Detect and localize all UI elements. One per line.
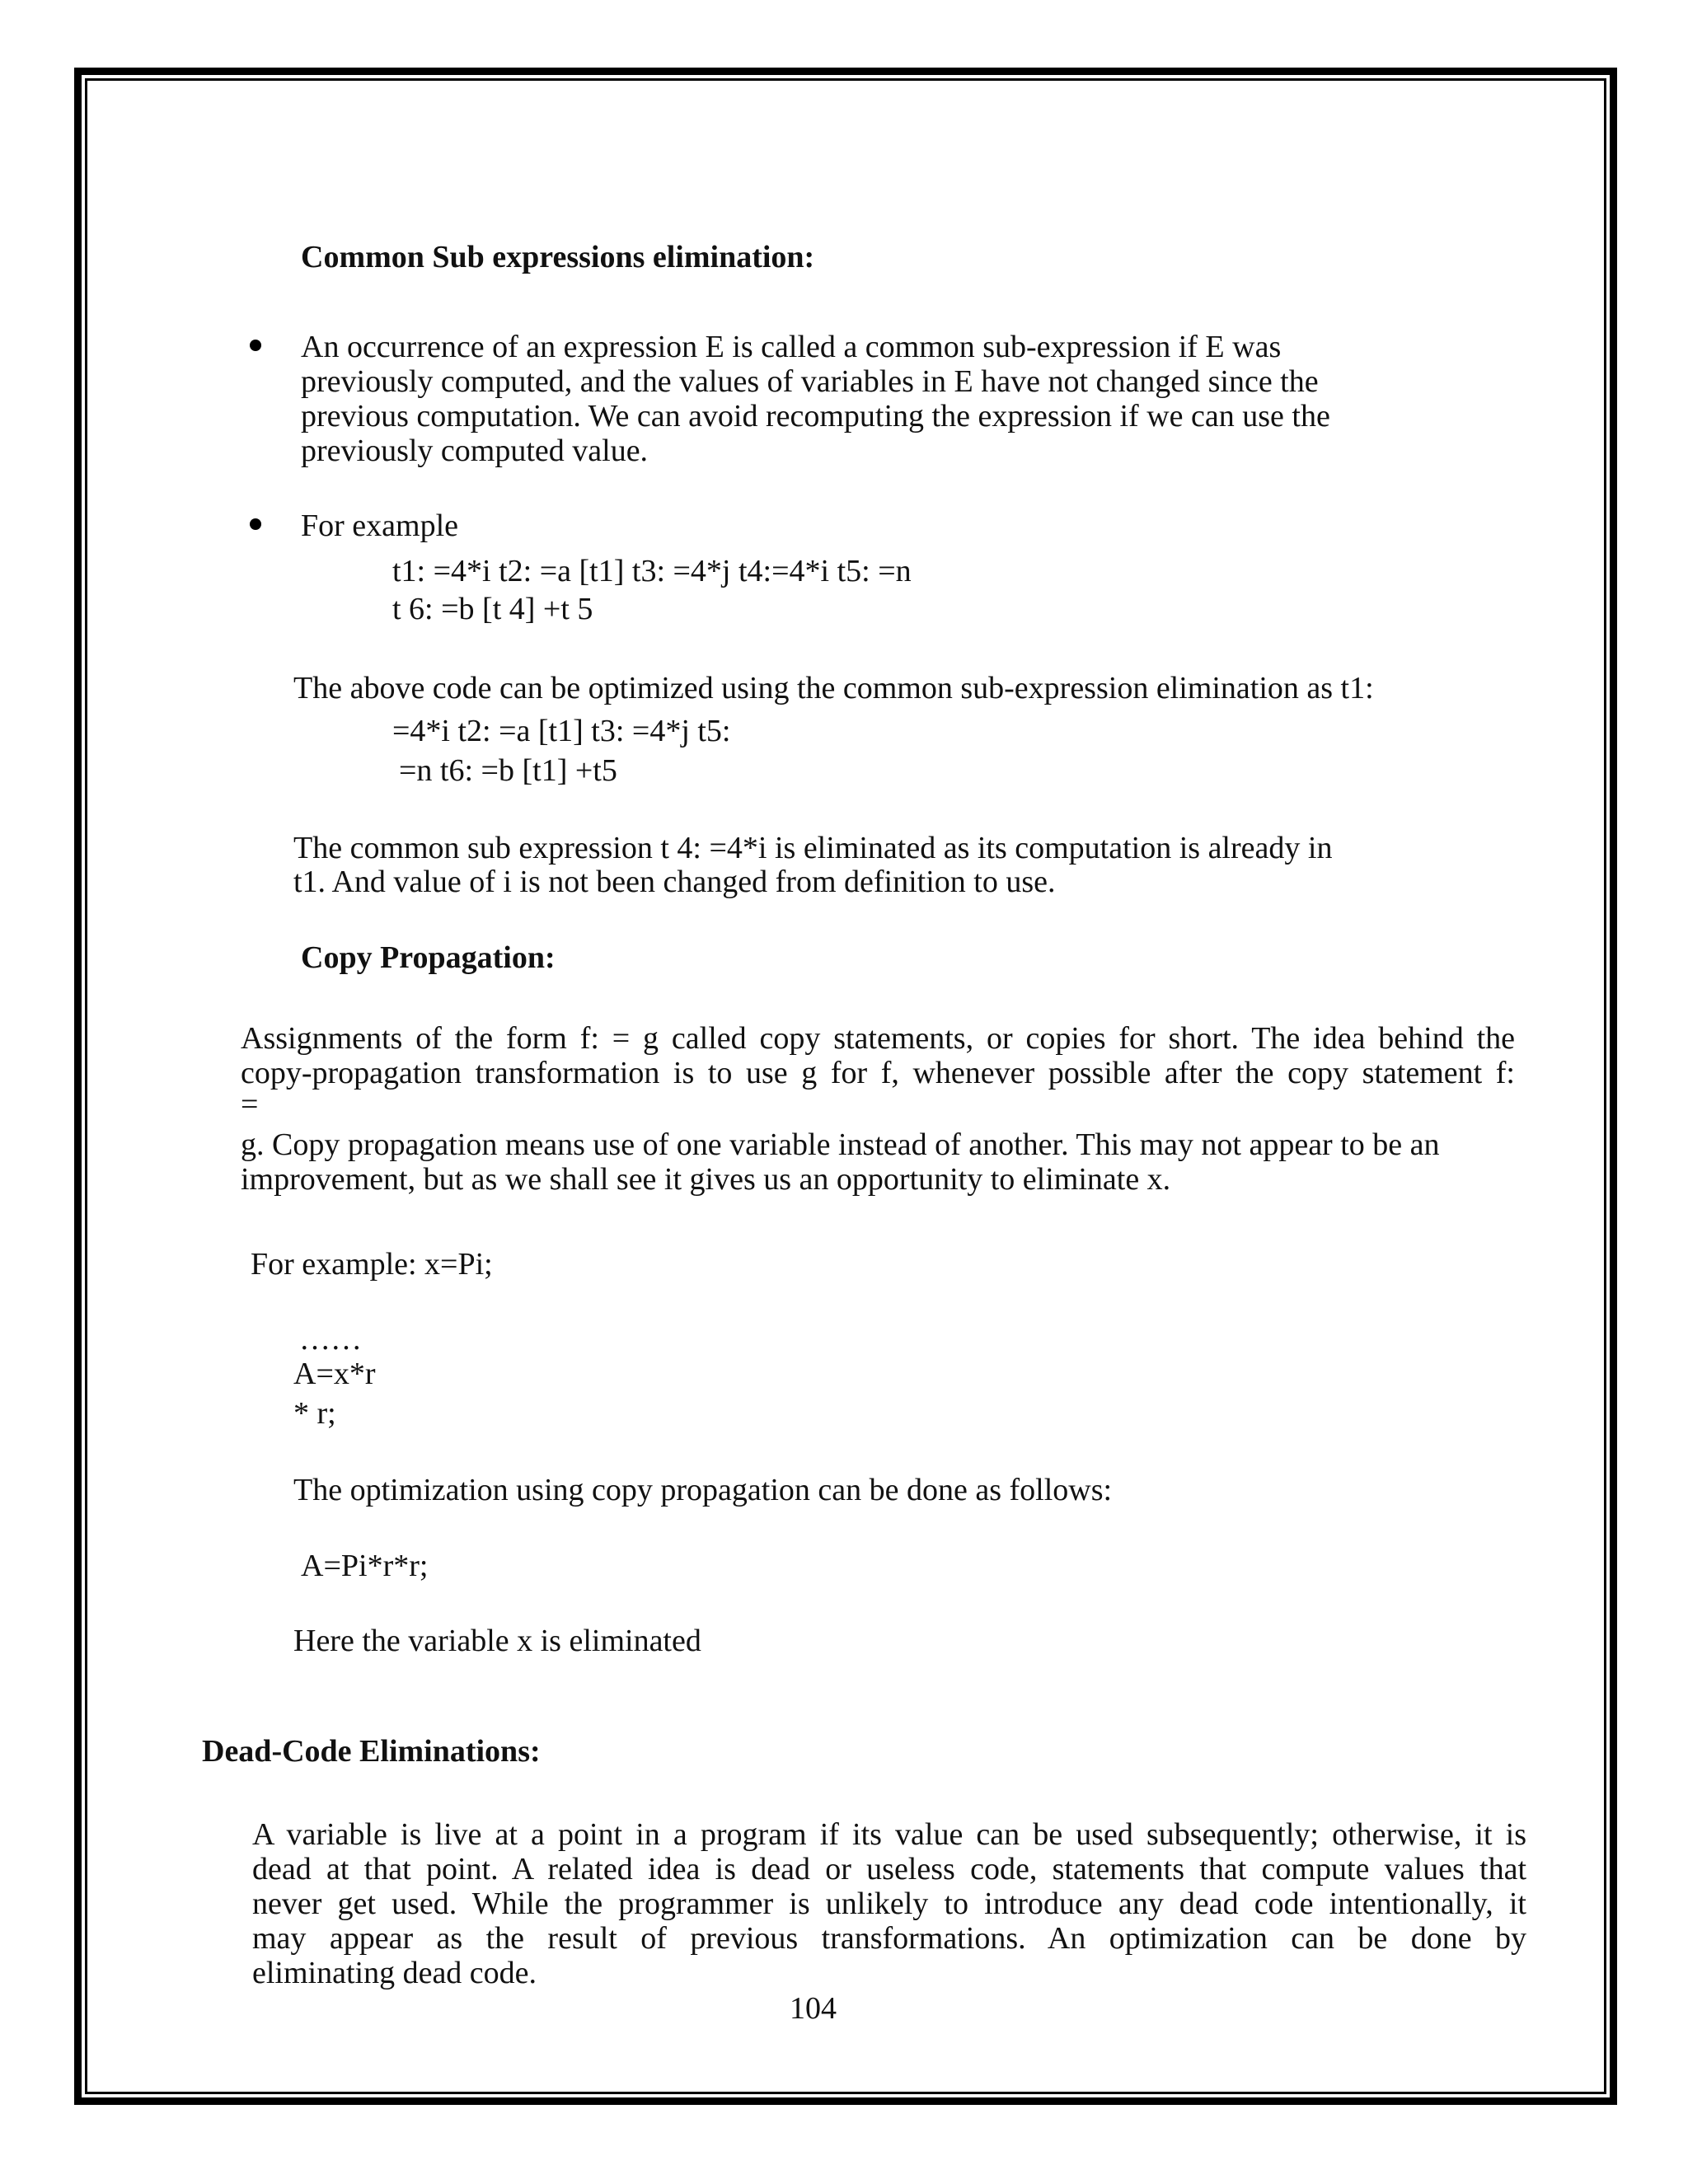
paragraph-line: dead at that point. A related idea is dead or useless code, statements that compute values that <box>252 1852 1526 1886</box>
paragraph-line: eliminating dead code. <box>252 1956 537 1990</box>
section-heading-copy-propagation: Copy Propagation: <box>301 940 556 975</box>
page-number: 104 <box>790 1991 837 2026</box>
paragraph-line: improvement, but as we shall see it gives us an opportunity to eliminate x. <box>241 1162 1171 1197</box>
code-line: t1: =4*i t2: =a [t1] t3: =4*j t4:=4*i t5: =n <box>392 554 912 588</box>
paragraph-line: = <box>241 1087 259 1122</box>
optimized-code-line: =n t6: =b [t1] +t5 <box>399 753 617 788</box>
bullet1-line: An occurrence of an expression E is called a common sub-expression if E was <box>301 330 1282 364</box>
paragraph-line: never get used. While the programmer is unlikely to introduce any dead code intentionally, it <box>252 1886 1526 1921</box>
paragraph-line: A variable is live at a point in a program if its value can be used subsequently; otherwise, it is <box>252 1817 1526 1852</box>
bullet2-label: For example <box>301 509 459 543</box>
optimized-intro: The above code can be optimized using the common sub-expression elimination as t1: <box>293 671 1374 705</box>
example-label: For example: x=Pi; <box>251 1247 493 1282</box>
code-line: t 6: =b [t 4] +t 5 <box>392 592 593 626</box>
example-code-line: A=x*r <box>293 1357 376 1391</box>
bullet-dot <box>250 340 261 351</box>
paragraph-line: may appear as the result of previous transformations. An optimization can be done by <box>252 1921 1526 1956</box>
note-line: t1. And value of i is not been changed from definition to use. <box>293 865 1056 899</box>
optimized-code: A=Pi*r*r; <box>301 1549 429 1583</box>
result-text: Here the variable x is eliminated <box>293 1624 701 1658</box>
optimization-text: The optimization using copy propagation can be done as follows: <box>293 1473 1113 1507</box>
section-heading-dead-code: Dead-Code Eliminations: <box>202 1734 541 1769</box>
bullet1-line: previous computation. We can avoid recomputing the expression if we can use the <box>301 399 1330 434</box>
example-code-line: …… <box>299 1322 362 1357</box>
section-heading-common-subexpression: Common Sub expressions elimination: <box>301 240 815 274</box>
paragraph-line: Assignments of the form f: = g called copy statements, or copies for short. The idea behind the <box>241 1021 1515 1056</box>
paragraph-line: copy-propagation transformation is to use g for f, whenever possible after the copy statement f: <box>241 1056 1515 1090</box>
bullet-dot <box>250 518 261 530</box>
optimized-code-line: =4*i t2: =a [t1] t3: =4*j t5: <box>392 714 731 748</box>
bullet1-line: previously computed value. <box>301 434 649 468</box>
bullet1-line: previously computed, and the values of variables in E have not changed since the <box>301 364 1319 399</box>
note-line: The common sub expression t 4: =4*i is eliminated as its computation is already in <box>293 831 1333 865</box>
paragraph-line: g. Copy propagation means use of one variable instead of another. This may not appear to be an <box>241 1127 1440 1162</box>
example-code-line: * r; <box>293 1396 336 1431</box>
